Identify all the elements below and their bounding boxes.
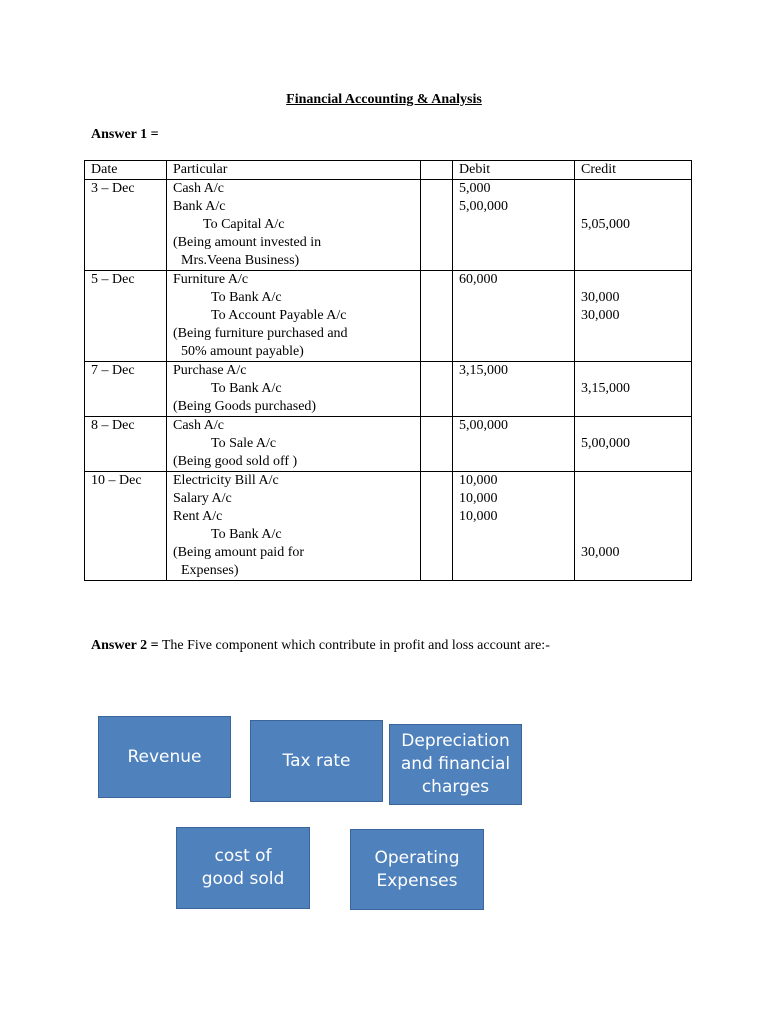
particular-line: Purchase A/c — [173, 363, 247, 378]
cell-particular — [167, 180, 421, 271]
cell-gap — [421, 271, 453, 362]
debit-amount — [459, 252, 568, 270]
table-row — [85, 180, 692, 271]
debit-amount: 60,000 — [459, 272, 498, 287]
credit-amount — [581, 180, 685, 198]
cell-date: 3 – Dec — [85, 180, 167, 271]
credit-amount: 30,000 — [581, 545, 620, 560]
journal-body — [85, 161, 692, 581]
component-revenue-label: Revenue — [127, 746, 202, 767]
debit-amount — [459, 526, 568, 544]
particular-line: Bank A/c — [173, 199, 226, 214]
credit-amount — [581, 398, 685, 416]
particular-line: To Capital A/c — [203, 217, 285, 232]
component-revenue-box — [98, 716, 231, 798]
particular-line: (Being Goods purchased) — [173, 399, 317, 414]
particular-line: Salary A/c — [173, 491, 232, 506]
cell-debit — [453, 417, 575, 472]
cell-particular — [167, 472, 421, 581]
cell-particular — [167, 271, 421, 362]
particular-line: 50% amount payable) — [181, 344, 304, 359]
debit-amount: 5,00,000 — [459, 199, 508, 214]
cell-particular — [167, 362, 421, 417]
cell-date: 7 – Dec — [85, 362, 167, 417]
table-row — [85, 271, 692, 362]
particular-line: Cash A/c — [173, 418, 224, 433]
credit-amount: 5,00,000 — [581, 436, 630, 451]
cell-date: 5 – Dec — [85, 271, 167, 362]
debit-amount — [459, 398, 568, 416]
cell-credit — [575, 472, 692, 581]
cell-debit — [453, 180, 575, 271]
credit-amount — [581, 362, 685, 380]
credit-amount — [581, 417, 685, 435]
debit-amount — [459, 307, 568, 325]
table-row — [85, 362, 692, 417]
debit-amount — [459, 453, 568, 471]
particular-line: To Bank A/c — [211, 381, 282, 396]
debit-amount — [459, 325, 568, 343]
particular-line: (Being amount paid for — [173, 545, 305, 560]
header-date: Date — [85, 161, 167, 180]
answer-2-text — [91, 638, 550, 654]
particular-line: Electricity Bill A/c — [173, 473, 279, 488]
component-cogs-box — [176, 827, 310, 909]
cell-debit — [453, 271, 575, 362]
credit-amount — [581, 271, 685, 289]
credit-amount: 5,05,000 — [581, 217, 630, 232]
credit-amount — [581, 453, 685, 471]
debit-amount: 5,000 — [459, 181, 491, 196]
cell-debit — [453, 472, 575, 581]
cell-gap — [421, 417, 453, 472]
cell-date: 8 – Dec — [85, 417, 167, 472]
credit-amount: 30,000 — [581, 290, 620, 305]
particular-line: To Bank A/c — [211, 290, 282, 305]
credit-amount — [581, 472, 685, 490]
cell-gap — [421, 472, 453, 581]
table-row — [85, 472, 692, 581]
particular-line: Cash A/c — [173, 181, 224, 196]
particular-line: Furniture A/c — [173, 272, 249, 287]
cell-date: 10 – Dec — [85, 472, 167, 581]
debit-amount — [459, 289, 568, 307]
component-cogs-label: cost of good sold — [201, 846, 285, 889]
header-debit: Debit — [453, 161, 575, 180]
header-gap — [421, 161, 453, 180]
credit-amount — [581, 490, 685, 508]
particular-line: (Being furniture purchased and — [173, 326, 348, 341]
cell-gap — [421, 180, 453, 271]
credit-amount — [581, 562, 685, 580]
particular-line: (Being good sold off ) — [173, 454, 298, 469]
particular-line: Rent A/c — [173, 509, 223, 524]
debit-amount — [459, 234, 568, 252]
credit-amount: 30,000 — [581, 308, 620, 323]
cell-particular — [167, 417, 421, 472]
debit-amount — [459, 562, 568, 580]
credit-amount — [581, 198, 685, 216]
component-depreciation-label: Depreciation and financial charges — [400, 731, 511, 797]
header-particular: Particular — [167, 161, 421, 180]
document-title: Financial Accounting & Analysis — [286, 92, 482, 107]
debit-amount — [459, 380, 568, 398]
credit-amount — [581, 252, 685, 270]
table-row — [85, 417, 692, 472]
cell-credit — [575, 180, 692, 271]
debit-amount: 5,00,000 — [459, 418, 508, 433]
credit-amount — [581, 234, 685, 252]
header-credit: Credit — [575, 161, 692, 180]
particular-line: Expenses) — [181, 563, 239, 578]
cell-credit — [575, 362, 692, 417]
debit-amount — [459, 343, 568, 361]
component-tax-rate-label: Tax rate — [282, 750, 351, 771]
answer-1-label: Answer 1 = — [91, 127, 159, 142]
cell-credit — [575, 271, 692, 362]
particular-line: To Sale A/c — [211, 436, 277, 451]
credit-amount — [581, 325, 685, 343]
debit-amount: 3,15,000 — [459, 363, 508, 378]
particular-line: (Being amount invested in — [173, 235, 322, 250]
cell-credit — [575, 417, 692, 472]
table-header-row — [85, 161, 692, 180]
answer-2-label: Answer 2 = — [91, 638, 159, 653]
particular-line: Mrs.Veena Business) — [181, 253, 300, 268]
credit-amount — [581, 343, 685, 361]
particular-line: To Bank A/c — [211, 527, 282, 542]
debit-amount — [459, 544, 568, 562]
component-operating-label: Operating Expenses — [374, 847, 460, 891]
debit-amount: 10,000 — [459, 509, 498, 524]
answer-2-description: The Five component which contribute in profit and loss account are:- — [158, 638, 550, 653]
component-depreciation-box — [389, 724, 522, 805]
cell-gap — [421, 362, 453, 417]
credit-amount: 3,15,000 — [581, 381, 630, 396]
cell-debit — [453, 362, 575, 417]
credit-amount — [581, 526, 685, 544]
credit-amount — [581, 508, 685, 526]
debit-amount — [459, 435, 568, 453]
debit-amount — [459, 216, 568, 234]
debit-amount: 10,000 — [459, 473, 498, 488]
component-tax-rate-box — [250, 720, 383, 802]
particular-line: To Account Payable A/c — [211, 308, 347, 323]
debit-amount: 10,000 — [459, 491, 498, 506]
journal-table — [84, 160, 692, 581]
component-operating-box — [350, 829, 484, 910]
